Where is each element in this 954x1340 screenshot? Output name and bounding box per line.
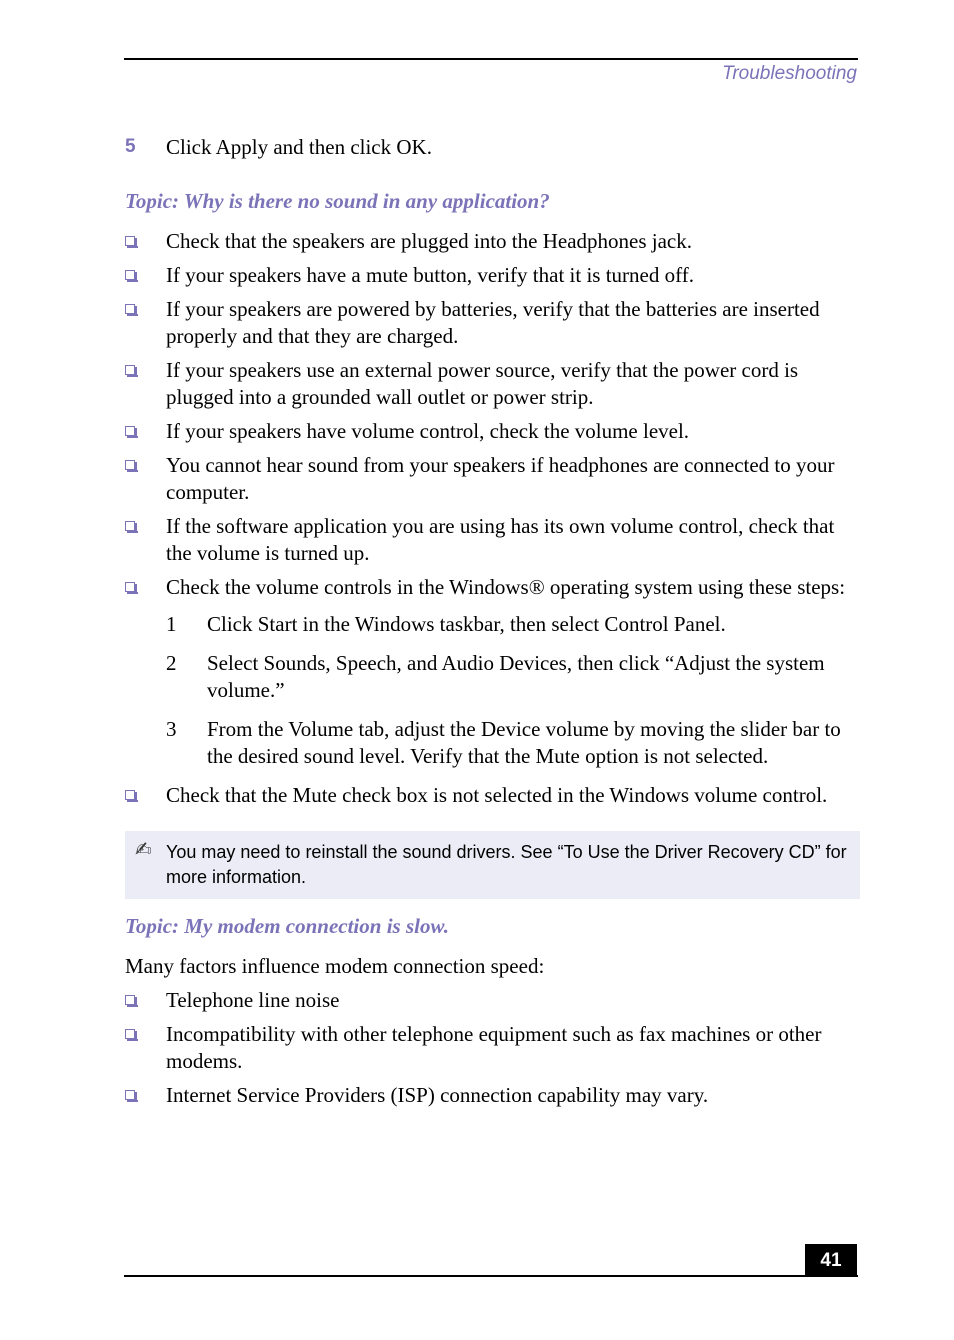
list-item: Check that the Mute check box is not selected in the Windows volume control. xyxy=(125,782,860,809)
list-item: Telephone line noise xyxy=(125,987,860,1014)
step-text: Click Apply and then click OK. xyxy=(166,135,432,159)
list-item: Internet Service Providers (ISP) connection capability may vary. xyxy=(125,1082,860,1109)
step-5 xyxy=(125,133,860,161)
checkbox-bullet-icon xyxy=(125,995,135,1005)
checkbox-bullet-icon xyxy=(125,426,135,436)
list-item: Incompatibility with other telephone equipment such as fax machines or other modems. xyxy=(125,1021,860,1075)
header-rule xyxy=(124,58,858,60)
substep: 1 Click Start in the Windows taskbar, then select Control Panel. xyxy=(166,612,726,636)
sound-checklist xyxy=(125,228,860,809)
checkbox-bullet-icon xyxy=(125,236,135,246)
note-text: You may need to reinstall the sound drivers. See “To Use the Driver Recovery CD” for more information. xyxy=(166,842,847,887)
substep: 3 From the Volume tab, adjust the Device volume by moving the slider bar to the desired sound level. Verify that the Mute option is not selected. xyxy=(166,717,841,768)
checkbox-bullet-icon xyxy=(125,270,135,280)
checkbox-bullet-icon xyxy=(125,304,135,314)
checkbox-bullet-icon xyxy=(125,521,135,531)
list-item: If the software application you are using has its own volume control, check that the volume is turned up. xyxy=(125,513,860,567)
list-item: If your speakers have a mute button, verify that it is turned off. xyxy=(125,262,860,289)
checkbox-bullet-icon xyxy=(125,582,135,592)
checkbox-bullet-icon xyxy=(125,1029,135,1039)
footer-rule xyxy=(124,1275,858,1277)
list-item: If your speakers use an external power source, verify that the power cord is plugged into a grounded wall outlet or power strip. xyxy=(125,357,860,411)
note-box xyxy=(125,831,860,899)
substep: 2 Select Sounds, Speech, and Audio Devices, then click “Adjust the system volume.” xyxy=(166,651,825,702)
checkbox-bullet-icon xyxy=(125,460,135,470)
volume-steps xyxy=(166,611,860,770)
step-number: 5 xyxy=(125,136,136,157)
modem-checklist xyxy=(125,987,860,1109)
checkbox-bullet-icon xyxy=(125,1090,135,1100)
list-item: If your speakers have volume control, check the volume level. xyxy=(125,418,860,445)
modem-intro: Many factors influence modem connection speed: xyxy=(125,954,545,978)
page-content xyxy=(125,133,860,1116)
topic-heading-modem: Topic: My modem connection is slow. xyxy=(125,914,449,938)
list-item: If your speakers are powered by batteries, verify that the batteries are inserted properly and that they are charged. xyxy=(125,296,860,350)
checkbox-bullet-icon xyxy=(125,365,135,375)
topic-heading-sound: Topic: Why is there no sound in any application? xyxy=(125,189,550,213)
section-header: Troubleshooting xyxy=(722,63,857,84)
list-item: You cannot hear sound from your speakers if headphones are connected to your computer. xyxy=(125,452,860,506)
checkbox-bullet-icon xyxy=(125,790,135,800)
pen-note-icon: ✍ xyxy=(135,839,152,861)
list-item: Check that the speakers are plugged into the Headphones jack. xyxy=(125,228,860,255)
list-item: Check the volume controls in the Windows® operating system using these steps: 1 Click Start in the Windows taskbar, then select Control Panel. 2 Select Sounds, Speech, and Audio Devices, then click “Adjust the system volume.” 3 From the Volume tab, adjust the Device volume by moving the slider bar to the desired sound level. Verify that the Mute option is not selected. xyxy=(125,574,860,770)
page-number: 41 xyxy=(805,1244,857,1277)
